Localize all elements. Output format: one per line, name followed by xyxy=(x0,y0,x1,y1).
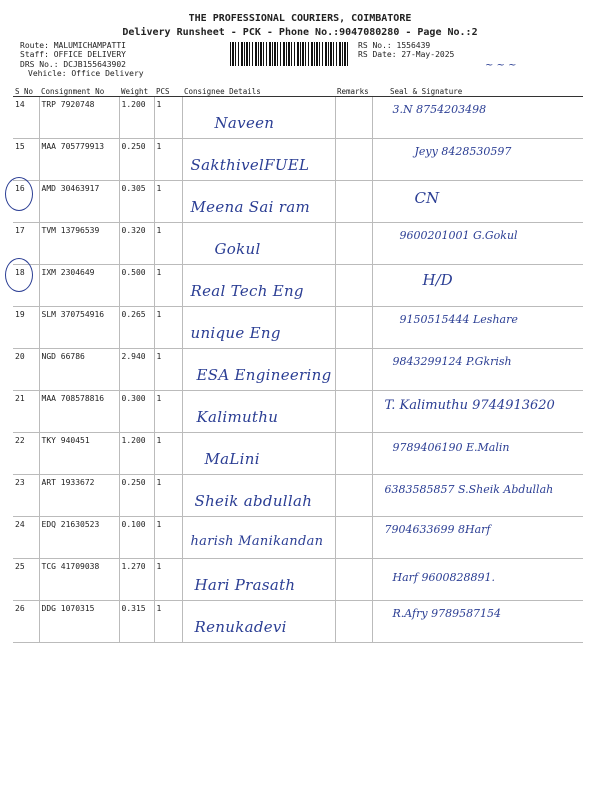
cell-consignment: NGD 66786 xyxy=(39,349,119,391)
consignee-handwriting: unique Eng xyxy=(190,324,281,342)
cell-consignment: EDQ 21630523 xyxy=(39,517,119,559)
cell-consignee xyxy=(182,307,335,349)
cell-weight: 2.940 xyxy=(119,349,154,391)
vehicle-label: Vehicle: Office Delivery xyxy=(28,69,144,79)
cell-pcs: 1 xyxy=(154,517,182,559)
cell-signature xyxy=(372,265,583,307)
col-consignee: Consignee Details xyxy=(182,86,335,97)
drs-label: DRS No.: DCJB155643902 xyxy=(20,59,126,69)
cell-pcs: 1 xyxy=(154,349,182,391)
company-title: THE PROFESSIONAL COURIERS, COIMBATORE xyxy=(188,13,412,24)
cell-consignment: MAA 708578816 xyxy=(39,391,119,433)
cell-sno: 19 xyxy=(13,307,39,349)
cell-consignment: TKY 940451 xyxy=(39,433,119,475)
consignee-handwriting: Hari Prasath xyxy=(194,576,296,594)
cell-weight: 1.270 xyxy=(119,559,154,601)
consignee-handwriting: Kalimuthu xyxy=(196,408,279,426)
cell-consignment: TVM 13796539 xyxy=(39,223,119,265)
signature-handwriting: 9150515444 Leshare xyxy=(399,313,518,326)
cell-consignee xyxy=(182,517,335,559)
pen-circle-mark xyxy=(5,258,33,292)
cell-consignee xyxy=(182,265,335,307)
cell-weight: 0.305 xyxy=(119,181,154,223)
cell-sno: 22 xyxy=(13,433,39,475)
cell-signature xyxy=(372,97,583,139)
cell-consignee xyxy=(182,349,335,391)
runsheet-meta-right xyxy=(358,41,454,60)
cell-signature xyxy=(372,139,583,181)
rs-date: RS Date: 27-May-2025 xyxy=(358,50,455,60)
cell-sno: 14 xyxy=(13,97,39,139)
col-pcs: PCS xyxy=(154,86,182,97)
cell-remarks xyxy=(335,433,372,475)
cell-remarks xyxy=(335,391,372,433)
cell-weight: 0.315 xyxy=(119,601,154,643)
signature-handwriting: T. Kalimuthu 9744913620 xyxy=(384,398,555,413)
table-header-row xyxy=(13,86,583,97)
cell-sno: 25 xyxy=(13,559,39,601)
cell-sno: 24 xyxy=(13,517,39,559)
cell-consignment: DDG 1070315 xyxy=(39,601,119,643)
cell-weight: 0.500 xyxy=(119,265,154,307)
cell-sno: 18 xyxy=(13,265,39,307)
rs-number: RS No.: 1556439 xyxy=(358,41,431,50)
signature-handwriting: Harf 9600828891. xyxy=(392,571,495,584)
staff-label: Staff: OFFICE DELIVERY xyxy=(20,50,126,60)
runsheet-table xyxy=(13,86,583,643)
cell-remarks xyxy=(335,223,372,265)
cell-weight: 1.200 xyxy=(119,433,154,475)
cell-consignment: AMD 30463917 xyxy=(39,181,119,223)
cell-sno: 20 xyxy=(13,349,39,391)
table-row xyxy=(13,139,583,181)
table-row xyxy=(13,601,583,643)
cell-pcs: 1 xyxy=(154,265,182,307)
route-label: Route: MALUMICHAMPATTI xyxy=(20,41,126,50)
signature-handwriting: 9600201001 G.Gokul xyxy=(399,229,518,242)
cell-pcs: 1 xyxy=(154,433,182,475)
cell-remarks xyxy=(335,517,372,559)
cell-signature xyxy=(372,223,583,265)
cell-consignment: TRP 7920748 xyxy=(39,97,119,139)
table-row xyxy=(13,391,583,433)
signature-handwriting: R.Afry 9789587154 xyxy=(392,607,502,620)
col-signature: Seal & Signature xyxy=(372,86,583,97)
cell-consignee xyxy=(182,181,335,223)
cell-pcs: 1 xyxy=(154,307,182,349)
cell-consignee xyxy=(182,139,335,181)
cell-weight: 1.200 xyxy=(119,97,154,139)
table-row xyxy=(13,475,583,517)
cell-consignment: ART 1933672 xyxy=(39,475,119,517)
cell-weight: 0.250 xyxy=(119,475,154,517)
table-row xyxy=(13,97,583,139)
cell-remarks xyxy=(335,559,372,601)
signature-handwriting: 6383585857 S.Sheik Abdullah xyxy=(384,483,554,496)
cell-weight: 0.265 xyxy=(119,307,154,349)
col-sno: S No xyxy=(13,86,39,97)
cell-sno: 16 xyxy=(13,181,39,223)
signature-handwriting: 9789406190 E.Malin xyxy=(392,441,510,454)
cell-consignment: SLM 370754916 xyxy=(39,307,119,349)
consignee-handwriting: Sheik abdullah xyxy=(194,492,313,510)
cell-consignee xyxy=(182,223,335,265)
table-row xyxy=(13,517,583,559)
consignee-handwriting: harish Manikandan xyxy=(190,534,324,549)
cell-signature xyxy=(372,181,583,223)
cell-sno: 15 xyxy=(13,139,39,181)
cell-consignee xyxy=(182,475,335,517)
table-row xyxy=(13,349,583,391)
signature-handwriting: H/D xyxy=(422,271,453,289)
cell-remarks xyxy=(335,601,372,643)
cell-remarks xyxy=(335,139,372,181)
consignee-handwriting: Real Tech Eng xyxy=(190,282,304,300)
cell-consignee xyxy=(182,391,335,433)
consignee-handwriting: ESA Engineering xyxy=(196,366,332,384)
cell-pcs: 1 xyxy=(154,223,182,265)
consignee-handwriting: Gokul xyxy=(214,240,261,258)
signature-handwriting: 9843299124 P.Gkrish xyxy=(392,355,512,368)
cell-consignment: IXM 2304649 xyxy=(39,265,119,307)
cell-pcs: 1 xyxy=(154,601,182,643)
cell-pcs: 1 xyxy=(154,559,182,601)
cell-remarks xyxy=(335,475,372,517)
signature-handwriting: Jeyy 8428530597 xyxy=(414,145,512,158)
cell-signature xyxy=(372,601,583,643)
signature-handwriting: 7904633699 8Harf xyxy=(384,523,491,536)
cell-consignment: TCG 41709038 xyxy=(39,559,119,601)
table-row xyxy=(13,265,583,307)
table-row xyxy=(13,223,583,265)
cell-sno: 17 xyxy=(13,223,39,265)
cell-sno: 26 xyxy=(13,601,39,643)
cell-signature xyxy=(372,517,583,559)
cell-weight: 0.250 xyxy=(119,139,154,181)
pen-circle-mark xyxy=(5,177,33,211)
runsheet-meta-left xyxy=(20,41,144,79)
signature-handwriting: CN xyxy=(414,189,440,207)
cell-signature xyxy=(372,475,583,517)
cell-pcs: 1 xyxy=(154,391,182,433)
cell-remarks xyxy=(335,97,372,139)
col-consignment: Consignment No xyxy=(39,86,119,97)
consignee-handwriting: Meena Sai ram xyxy=(190,198,311,216)
signature-handwriting: 3.N 8754203498 xyxy=(392,103,487,116)
cell-consignee xyxy=(182,97,335,139)
consignee-handwriting: MaLini xyxy=(204,450,260,468)
cell-pcs: 1 xyxy=(154,475,182,517)
cell-signature xyxy=(372,391,583,433)
cell-signature xyxy=(372,559,583,601)
cell-sno: 21 xyxy=(13,391,39,433)
cell-pcs: 1 xyxy=(154,139,182,181)
cell-remarks xyxy=(335,181,372,223)
cell-consignee xyxy=(182,559,335,601)
cell-sno: 23 xyxy=(13,475,39,517)
cell-weight: 0.100 xyxy=(119,517,154,559)
cell-pcs: 1 xyxy=(154,97,182,139)
barcode xyxy=(230,42,350,66)
cell-remarks xyxy=(335,265,372,307)
table-row xyxy=(13,559,583,601)
cell-signature xyxy=(372,307,583,349)
table-row xyxy=(13,181,583,223)
col-weight: Weight xyxy=(119,86,154,97)
cell-consignment: MAA 705779913 xyxy=(39,139,119,181)
pen-scribble: ~ ~ ~ xyxy=(485,60,517,71)
cell-weight: 0.300 xyxy=(119,391,154,433)
cell-signature xyxy=(372,433,583,475)
runsheet-subtitle: Delivery Runsheet - PCK - Phone No.:9047080280 - Page No.:2 xyxy=(122,27,478,38)
consignee-handwriting: Renukadevi xyxy=(194,618,287,636)
table-row xyxy=(13,307,583,349)
consignee-handwriting: SakthivelFUEL xyxy=(190,156,310,174)
cell-pcs: 1 xyxy=(154,181,182,223)
cell-signature xyxy=(372,349,583,391)
cell-consignee xyxy=(182,433,335,475)
cell-remarks xyxy=(335,349,372,391)
cell-weight: 0.320 xyxy=(119,223,154,265)
cell-consignee xyxy=(182,601,335,643)
cell-remarks xyxy=(335,307,372,349)
table-row xyxy=(13,433,583,475)
consignee-handwriting: Naveen xyxy=(214,114,275,132)
col-remarks: Remarks xyxy=(335,86,372,97)
